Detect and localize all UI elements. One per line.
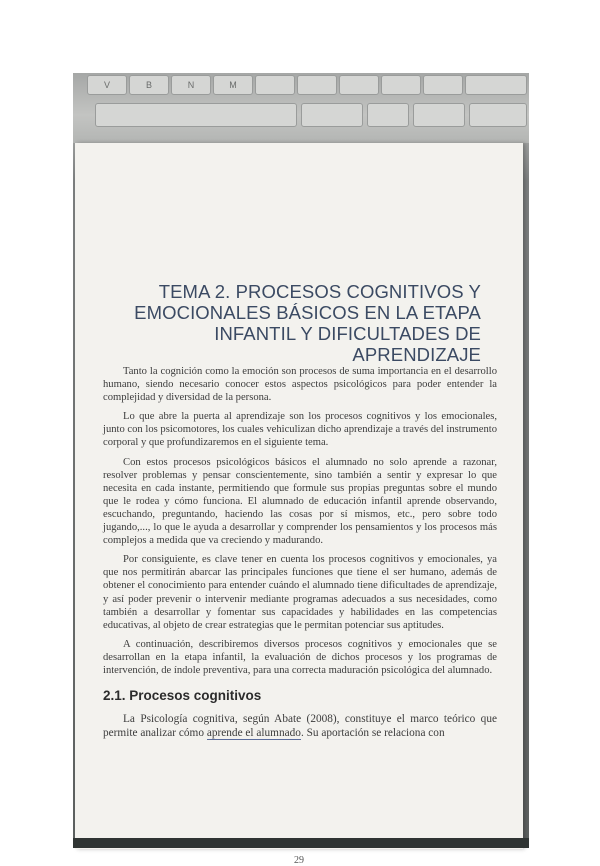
chapter-title (101, 281, 481, 365)
keyboard (73, 73, 529, 143)
page-number: 29 (294, 855, 304, 866)
photo-background (73, 73, 529, 866)
keyboard-key: V (87, 75, 127, 95)
keyboard-key (413, 103, 465, 127)
keyboard-key (367, 103, 409, 127)
page-body (103, 365, 497, 746)
chapter-title-line: EMOCIONALES BÁSICOS EN LA ETAPA (134, 302, 481, 323)
keyboard-key (381, 75, 421, 95)
keyboard-key (339, 75, 379, 95)
paragraph: A continuación, describiremos diversos procesos cognitivos y emocionales que se desarrollan en la etapa infantil, la evaluación de dichos procesos y los programas de intervención, de índole preventiva, para una correcta maduración psicológica del alumnado. (103, 638, 497, 676)
paragraph: Por consiguiente, es clave tener en cuenta los procesos cognitivos y emocionales, ya que nos permitirán abarcar las principales funciones que tiene el ser humano, además de obtener el conocimiento para entender cuándo el alumnado tiene dificultades de aprendizaje, y así poder prevenir o intervenir mediante programas adecuados a sus necesidades, como también a desarrollar y fomentar sus capacidades y habilidades en las competencias educativas, al objeto de crear estrategias que le permitan potenciar sus aptitudes. (103, 554, 497, 631)
keyboard-key (469, 103, 527, 127)
keyboard-key (255, 75, 295, 95)
paragraph: Lo que abre la puerta al aprendizaje son los procesos cognitivos y los emocionales, junto con los psicomotores, los cuales vehiculizan dicho aprendizaje a través del instrumento corporal y que profundizaremos en el siguiente tema. (103, 411, 497, 449)
chapter-title-line: TEMA 2. PROCESOS COGNITIVOS Y (158, 281, 481, 302)
keyboard-key: N (171, 75, 211, 95)
keyboard-key (465, 75, 527, 95)
keyboard-key (301, 103, 363, 127)
chapter-title-line: INFANTIL Y DIFICULTADES DE APRENDIZAJE (214, 323, 481, 365)
keyboard-key: M (213, 75, 253, 95)
paragraph: Tanto la cognición como la emoción son procesos de suma importancia en el desarrollo humano, siendo necesario conocer estos aspectos psicológicos para poder entender la complejidad y diversidad de la persona. (103, 366, 497, 404)
section-heading: 2.1. Procesos cognitivos (103, 688, 262, 704)
book-page (75, 143, 523, 866)
keyboard-key (297, 75, 337, 95)
paragraph: Con estos procesos psicológicos básicos el alumnado no solo aprende a razonar, resolver problemas y pensar conscientemente, sino también a sentir y expresar lo que necesita en cada instante, permitiendo que formule sus propias preguntas sobre el mundo que le rodea y cómo funciona. El alumnado de educación infantil aprende observando, escuchando, preguntando, haciendo las cosas por sí mismos, etc., pero sobre todo jugando,..., lo que le ayuda a desarrollar y comprender los pensamientos y los procesos más complejos a medida que va creciendo y madurando. (103, 456, 497, 547)
pen-underlined-text: aprende el alumnado (206, 727, 301, 740)
keyboard-key: B (129, 75, 169, 95)
paragraph (103, 712, 497, 740)
paragraph-text: La Psicología cognitiva, según Abate (2008), constituye el marco teórico que permite analizar cómo (103, 713, 497, 740)
paragraph-text: . Su aportación se relaciona con (300, 727, 445, 740)
keyboard-key (423, 75, 463, 95)
dark-surface (73, 838, 529, 848)
keyboard-space-key (95, 103, 297, 127)
